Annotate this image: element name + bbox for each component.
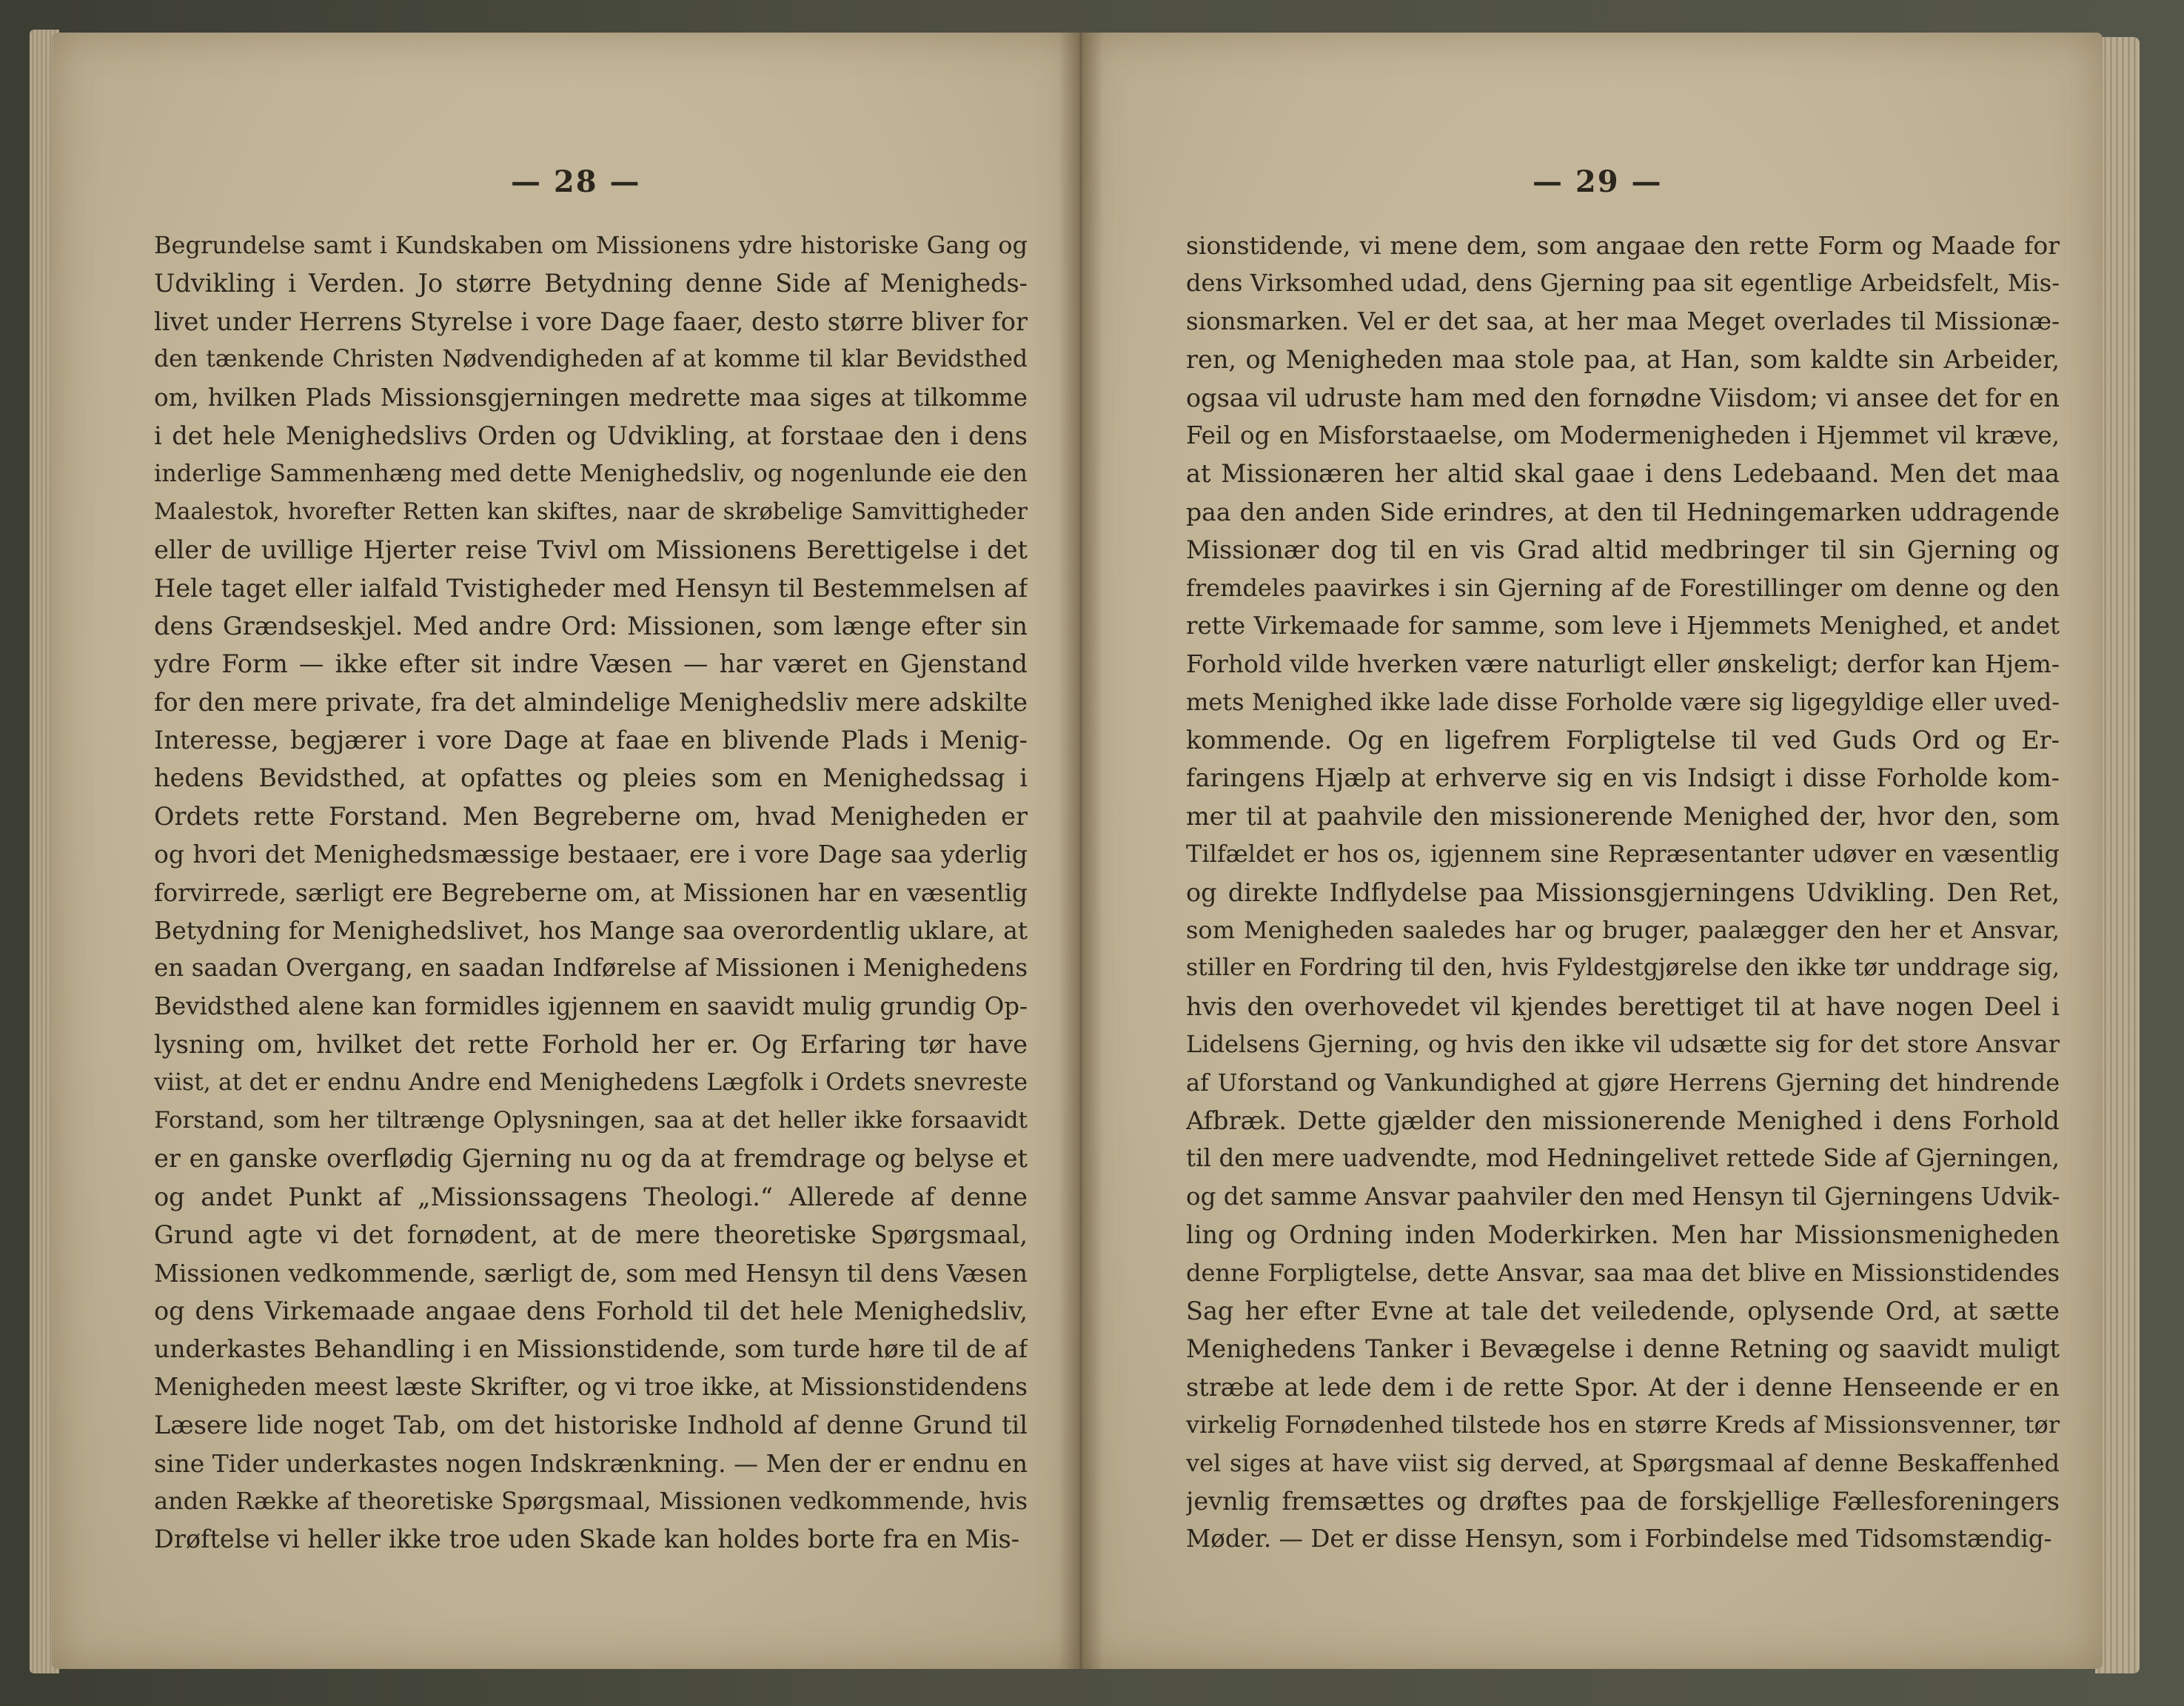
text-line: Udvikling i Verden. Jo større Betydning denne Side af Menigheds- <box>154 269 1028 298</box>
text-line: livet under Herrens Styrelse i vore Dage faaer, desto større bliver for <box>154 307 1028 336</box>
text-line: Drøftelse vi heller ikke troe uden Skade kan holdes borte fra en Mis- <box>154 1525 1020 1554</box>
text-line: ogsaa vil udruste ham med den fornødne Viisdom; vi ansee det for en <box>1186 383 2060 412</box>
text-line: virkelig Fornødenhed tilstede hos en større Kreds af Missionsvenner, tør <box>1186 1411 2060 1439</box>
text-line: Læsere lide noget Tab, om det historiske Indhold af denne Grund til <box>154 1411 1028 1440</box>
text-line: for den mere private, fra det almindelige Menighedsliv mere adskilte <box>154 687 1028 717</box>
text-line: og andet Punkt af „Missionssagens Theologi.“ Allerede af denne <box>154 1182 1028 1211</box>
text-line: mets Menighed ikke lade disse Forholde være sig ligegyldige eller uved- <box>1186 687 2060 716</box>
text-line: ydre Form — ikke efter sit indre Væsen — har været en Gjenstand <box>154 649 1028 679</box>
text-line: at Missionæren her altid skal gaae i dens Ledebaand. Men det maa <box>1186 459 2060 489</box>
page-number-right: — 29 — <box>1533 164 1663 199</box>
text-line: fremdeles paavirkes i sin Gjerning af de Forestillinger om denne og den <box>1186 573 2060 602</box>
text-line: hvis den overhovedet vil kjendes berettiget til at have nogen Deel i <box>1186 991 2060 1021</box>
text-line: og direkte Indflydelse paa Missionsgjerningens Udvikling. Den Ret, <box>1186 877 2060 907</box>
text-line: mer til at paahvile den missionerende Menighed der, hvor den, som <box>1186 801 2060 831</box>
text-line: Tilfældet er hos os, igjennem sine Repræsentanter udøver en væsentlig <box>1186 840 2060 869</box>
text-line: anden Række af theoretiske Spørgsmaal, Missionen vedkommende, hvis <box>154 1486 1028 1515</box>
text-line: Møder. — Det er disse Hensyn, som i Forbindelse med Tidsomstændig- <box>1186 1525 2052 1553</box>
text-line: sionsmarken. Vel er det saa, at her maa Meget overlades til Missionæ- <box>1186 307 2060 335</box>
text-line: rette Virkemaade for samme, som leve i Hjemmets Menighed, et andet <box>1186 611 2060 640</box>
text-line: Begrundelse samt i Kundskaben om Missionens ydre historiske Gang og <box>154 231 1028 259</box>
text-line: eller de uvillige Hjerter reise Tvivl om Missionens Berettigelse i det <box>154 535 1028 565</box>
text-line: stiller en Fordring til den, hvis Fyldestgjørelse den ikke tør unddrage sig, <box>1186 954 2060 982</box>
left-page-text <box>154 227 1028 1559</box>
text-line: Missionær dog til en vis Grad altid medbringer til sin Gjerning og <box>1186 535 2060 565</box>
text-line: Bevidsthed alene kan formidles igjennem en saavidt mulig grundig Op- <box>154 991 1028 1020</box>
text-line: er en ganske overflødig Gjerning nu og da at fremdrage og belyse et <box>154 1144 1028 1174</box>
text-line: Menigheden meest læste Skrifter, og vi troe ikke, at Missionstidendens <box>154 1372 1028 1401</box>
text-line: dens Grændseskjel. Med andre Ord: Missionen, som længe efter sin <box>154 611 1028 640</box>
right-page <box>1081 33 2103 1669</box>
text-line: dens Virksomhed udad, dens Gjerning paa sit egentlige Arbeidsfelt, Mis- <box>1186 269 2060 298</box>
text-line: Forstand, som her tiltrænge Oplysningen, saa at det heller ikke forsaavidt <box>154 1106 1028 1134</box>
text-line: lysning om, hvilket det rette Forhold her er. Og Erfaring tør have <box>154 1030 1028 1060</box>
text-line: viist, at det er endnu Andre end Menighedens Lægfolk i Ordets snevreste <box>154 1068 1028 1096</box>
text-line: Feil og en Misforstaaelse, om Modermenigheden i Hjemmet vil kræve, <box>1186 421 2060 449</box>
text-line: Menighedens Tanker i Bevægelse i denne Retning og saavidt muligt <box>1186 1334 2060 1364</box>
text-line: Lidelsens Gjerning, og hvis den ikke vil udsætte sig for det store Ansvar <box>1186 1030 2060 1059</box>
text-line: som Menigheden saaledes har og bruger, paalægger den her et Ansvar, <box>1186 916 2060 945</box>
text-line: Afbræk. Dette gjælder den missionerende Menighed i dens Forhold <box>1186 1105 2060 1135</box>
text-line: paa den anden Side erindres, at den til Hedningemarken uddragende <box>1186 497 2060 526</box>
text-line: sionstidende, vi mene dem, som angaae den rette Form og Maade for <box>1186 231 2060 260</box>
text-line: Grund agte vi det fornødent, at de mere theoretiske Spørgsmaal, <box>154 1220 1028 1250</box>
text-line: af Uforstand og Vankundighed at gjøre Herrens Gjerning det hindrende <box>1186 1068 2060 1097</box>
text-line: inderlige Sammenhæng med dette Menighedsliv, og nogenlunde eie den <box>154 459 1028 488</box>
text-line: ren, og Menigheden maa stole paa, at Han, som kaldte sin Arbeider, <box>1186 345 2060 375</box>
text-line: Interesse, begjærer i vore Dage at faae en blivende Plads i Menig- <box>154 726 1028 755</box>
text-line: denne Forpligtelse, dette Ansvar, saa maa det blive en Missionstidendes <box>1186 1258 2060 1287</box>
text-line: Forhold vilde hverken være naturligt eller ønskeligt; derfor kan Hjem- <box>1186 649 2060 679</box>
right-page-text <box>1186 227 2060 1559</box>
text-line: om, hvilken Plads Missionsgjerningen medrette maa siges at tilkomme <box>154 383 1028 412</box>
text-line: Ordets rette Forstand. Men Begreberne om, hvad Menigheden er <box>154 801 1028 831</box>
text-line: Sag her efter Evne at tale det veiledende, oplysende Ord, at sætte <box>1186 1296 2060 1325</box>
text-line: Maalestok, hvorefter Retten kan skiftes, naar de skrøbelige Samvittigheder <box>154 498 1028 525</box>
text-line: faringens Hjælp at erhverve sig en vis Indsigt i disse Forholde kom- <box>1186 763 2060 793</box>
text-line: kommende. Og en ligefrem Forpligtelse til ved Guds Ord og Er- <box>1186 726 2060 755</box>
text-line: sine Tider underkastes nogen Indskrænkning. — Men der er endnu en <box>154 1448 1028 1478</box>
page-number-left: — 28 — <box>511 164 641 199</box>
text-line: og dens Virkemaade angaae dens Forhold til det hele Menighedsliv, <box>154 1296 1028 1325</box>
text-line: hedens Bevidsthed, at opfattes og pleies som en Menighedssag i <box>154 763 1028 793</box>
text-line: underkastes Behandling i en Missionstidende, som turde høre til de af <box>154 1334 1028 1364</box>
text-line: Hele taget eller ialfald Tvistigheder med Hensyn til Bestemmelsen af <box>154 573 1028 603</box>
text-line: ling og Ordning inden Moderkirken. Men har Missionsmenigheden <box>1186 1220 2060 1250</box>
text-line: i det hele Menighedslivs Orden og Udvikling, at forstaae den i dens <box>154 421 1028 450</box>
text-line: Betydning for Menighedslivet, hos Mange saa overordentlig uklare, at <box>154 916 1028 946</box>
text-line: og hvori det Menighedsmæssige bestaaer, ere i vore Dage saa yderlig <box>154 840 1028 869</box>
left-page <box>52 33 1081 1669</box>
text-line: en saadan Overgang, en saadan Indførelse af Missionen i Menighedens <box>154 954 1028 983</box>
text-line: jevnlig fremsættes og drøftes paa de forskjellige Fællesforeningers <box>1186 1486 2060 1516</box>
text-line: forvirrede, særligt ere Begreberne om, at Missionen har en væsentlig <box>154 877 1028 907</box>
text-line: vel siges at have viist sig derved, at Spørgsmaal af denne Beskaffenhed <box>1186 1448 2060 1477</box>
text-line: og det samme Ansvar paahviler den med Hensyn til Gjerningens Udvik- <box>1186 1182 2060 1211</box>
text-line: til den mere uadvendte, mod Hedningelivet rettede Side af Gjerningen, <box>1186 1144 2060 1173</box>
text-line: den tænkende Christen Nødvendigheden af at komme til klar Bevidsthed <box>154 346 1028 373</box>
text-line: Missionen vedkommende, særligt de, som med Hensyn til dens Væsen <box>154 1258 1028 1288</box>
text-line: stræbe at lede dem i de rette Spor. At der i denne Henseende er en <box>1186 1372 2060 1402</box>
